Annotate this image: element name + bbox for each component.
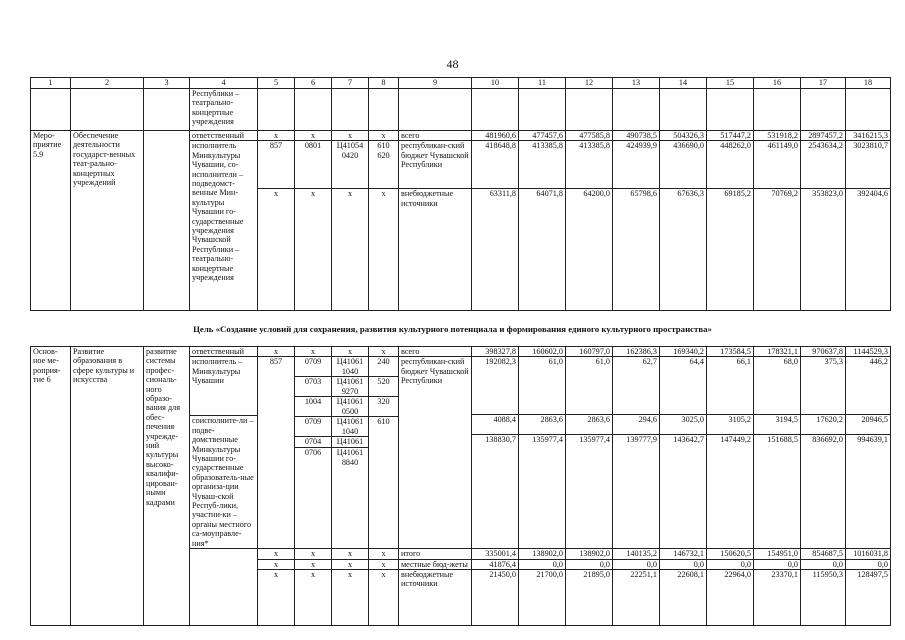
cell: x xyxy=(295,549,332,559)
value-cell: 392404,6 xyxy=(846,189,891,311)
table-row xyxy=(31,89,891,131)
cell: x xyxy=(295,559,332,569)
code: 0704 xyxy=(295,436,331,447)
code: 240 xyxy=(377,357,390,367)
cell: x xyxy=(295,347,332,357)
value-cell: 22964,0 xyxy=(707,569,754,625)
value-cell: 63311,8 xyxy=(472,189,519,311)
value-cell: 3105,2 xyxy=(707,414,753,434)
value-cell: 4088,4 xyxy=(472,414,518,434)
value-cell: 446,2 xyxy=(869,357,888,367)
code: 0709 xyxy=(295,416,331,436)
value-cell: 0,0 xyxy=(566,559,613,569)
value-cell: 67636,3 xyxy=(660,189,707,311)
cell: x xyxy=(258,559,295,569)
cell: x xyxy=(332,189,369,311)
value-stack xyxy=(754,357,801,549)
value-cell: 2863,6 xyxy=(566,414,612,434)
value-cell: 143642,7 xyxy=(660,434,706,444)
col-header: 11 xyxy=(519,78,566,89)
value-cell: 160797,0 xyxy=(566,347,613,357)
value-cell: 147449,2 xyxy=(707,434,753,444)
value-cell: 41876,4 xyxy=(472,559,519,569)
funding-source: итого xyxy=(399,549,472,559)
value-cell: 139777,9 xyxy=(613,434,659,444)
value-cell: 66,1 xyxy=(736,357,751,367)
column-number-header xyxy=(31,78,891,89)
value-cell: 2897457,2 xyxy=(801,131,846,141)
cell: x xyxy=(258,549,295,559)
code: 320 xyxy=(369,396,398,416)
col-header: 13 xyxy=(613,78,660,89)
cell: x xyxy=(332,559,369,569)
col-header: 16 xyxy=(754,78,801,89)
value-cell: 2863,6 xyxy=(519,414,565,434)
value-cell: 375,3 xyxy=(824,357,843,367)
executor-responsible: исполнитель – Минкультуры Чувашии xyxy=(192,357,243,386)
cell: x xyxy=(258,189,295,311)
value-cell: 3023810,7 xyxy=(846,141,891,189)
col-header: 5 xyxy=(258,78,295,89)
code: 0703 xyxy=(295,376,331,396)
col-header: 12 xyxy=(566,78,613,89)
col-header: 17 xyxy=(801,78,846,89)
value-cell: 21700,0 xyxy=(519,569,566,625)
value-cell: 69185,2 xyxy=(707,189,754,311)
executor-body: исполнитель Минкультуры Чувашии, со-исполнители – подведомст-венные Мин-культуры Чувашии го-сударственные учреждения Чувашской Республики – театрально-концертные учреждения xyxy=(190,141,258,311)
value-cell: 140135,2 xyxy=(613,549,660,559)
value-cell: 173584,5 xyxy=(707,347,754,357)
goal-heading: Цель «Создание условий для сохранения, развития культурного потенциала и формирования единого культурного пространства» xyxy=(193,324,712,334)
value-cell: 17620,2 xyxy=(801,414,845,434)
value-cell: 294,6 xyxy=(613,414,659,434)
value-cell: 531918,2 xyxy=(754,131,801,141)
value-cell: 970637,8 xyxy=(801,347,846,357)
expense-codes xyxy=(369,357,399,549)
value-cell: 398327,8 xyxy=(472,347,519,357)
funding-source: внебюджетные источники xyxy=(399,569,472,625)
value-cell: 1016031,8 xyxy=(846,549,891,559)
col-header: 10 xyxy=(472,78,519,89)
value-cell: 0,0 xyxy=(519,559,566,569)
value-stack xyxy=(707,357,754,549)
target-codes xyxy=(332,357,369,549)
value-cell: 20946,5 xyxy=(846,414,890,434)
value-cell: 169340,2 xyxy=(660,347,707,357)
value-cell: 70769,2 xyxy=(754,189,801,311)
value-cell: 490738,5 xyxy=(613,131,660,141)
value-cell: 23370,1 xyxy=(754,569,801,625)
cell: 610 620 xyxy=(369,141,399,189)
value-cell: 64,4 xyxy=(689,357,704,367)
value-cell: 477585,8 xyxy=(566,131,613,141)
col-header: 6 xyxy=(295,78,332,89)
cell: x xyxy=(332,549,369,559)
cell: x xyxy=(332,569,369,625)
col-header: 14 xyxy=(660,78,707,89)
value-stack xyxy=(846,357,891,549)
code: Ц41061 0500 xyxy=(332,396,368,416)
cell: x xyxy=(258,569,295,625)
col-header: 9 xyxy=(399,78,472,89)
value-cell: 413385,8 xyxy=(566,141,613,189)
value-cell: 335001,4 xyxy=(472,549,519,559)
cell: 857 xyxy=(258,141,295,189)
funding-source: республикан-ский бюджет Чувашской Республики xyxy=(399,357,472,549)
value-cell: 64200,0 xyxy=(566,189,613,311)
code: 0706 xyxy=(295,447,331,457)
executor-title: ответственный xyxy=(190,347,258,357)
value-cell: 994639,1 xyxy=(846,434,890,444)
value-cell: 138902,0 xyxy=(566,549,613,559)
value-cell: 481960,6 xyxy=(472,131,519,141)
budget-table-top xyxy=(30,77,891,311)
cell: x xyxy=(369,347,399,357)
table-row xyxy=(31,131,891,141)
value-cell: 3025,0 xyxy=(660,414,706,434)
value-cell: 192082,3 xyxy=(485,357,516,367)
cell: Ц41054 0420 xyxy=(332,141,369,189)
value-cell: 61,0 xyxy=(548,357,563,367)
code: 610 xyxy=(369,416,398,426)
cell: x xyxy=(258,347,295,357)
code: 1004 xyxy=(295,396,331,416)
value-cell: 424939,9 xyxy=(613,141,660,189)
cell: x xyxy=(295,189,332,311)
value-cell: 461149,0 xyxy=(754,141,801,189)
value-cell: 22251,1 xyxy=(613,569,660,625)
code: Ц41061 1040 xyxy=(336,357,364,376)
event-label: Меро-приятие 5.9 xyxy=(31,131,71,311)
col-header: 8 xyxy=(369,78,399,89)
event-description: Обеспечение деятельности государст-венных теат-рально-концертных учреждений xyxy=(71,131,144,311)
value-cell: 854687,5 xyxy=(801,549,846,559)
code: Ц41061 xyxy=(332,436,368,447)
value-cell: 160602,0 xyxy=(519,347,566,357)
goal-description: развитие системы профес-сиональ-ного образо-вания для обес-печения учрежде-ний культуры высоко-квалифи-цирован-ными кадрами xyxy=(144,347,190,626)
value-stack xyxy=(472,357,519,549)
funding-source: всего xyxy=(399,347,472,357)
value-cell: 68,0 xyxy=(783,357,798,367)
value-cell: 154951,0 xyxy=(754,549,801,559)
main-event-label: Основ-ное ме-роприя-тие 6 xyxy=(31,347,71,626)
cell: x xyxy=(369,549,399,559)
budget-table-bottom xyxy=(30,346,891,626)
value-cell: 151688,5 xyxy=(754,434,800,444)
cell: x xyxy=(295,131,332,141)
funding-source: всего xyxy=(399,131,472,141)
value-cell: 0,0 xyxy=(707,559,754,569)
value-stack xyxy=(660,357,707,549)
value-cell: 135977,4 xyxy=(566,434,612,444)
code: Ц41061 9270 xyxy=(332,376,368,396)
col-header: 1 xyxy=(31,78,71,89)
col-header: 18 xyxy=(846,78,891,89)
executor-title: ответственный xyxy=(190,131,258,141)
value-cell: 3416215,3 xyxy=(846,131,891,141)
value-stack xyxy=(613,357,660,549)
value-cell: 2543634,2 xyxy=(801,141,846,189)
value-cell: 62,7 xyxy=(642,357,657,367)
code: 0709 xyxy=(304,357,322,367)
cell: 857 xyxy=(258,357,295,549)
col-header: 15 xyxy=(707,78,754,89)
code: 520 xyxy=(369,376,398,396)
value-cell: 22608,1 xyxy=(660,569,707,625)
funding-source: республикан-ский бюджет Чувашской Республики xyxy=(399,141,472,189)
cell: 0801 xyxy=(295,141,332,189)
cell: x xyxy=(332,347,369,357)
code: Ц41061 8840 xyxy=(332,447,368,467)
value-cell: 448262,0 xyxy=(707,141,754,189)
value-cell: 61,0 xyxy=(595,357,610,367)
value-cell: 0,0 xyxy=(754,559,801,569)
value-cell: 64071,8 xyxy=(519,189,566,311)
executor-cell xyxy=(190,357,258,549)
value-cell: 0,0 xyxy=(613,559,660,569)
value-cell: 353823,0 xyxy=(801,189,846,311)
main-event-description: Развитие образования в сфере культуры и искусства xyxy=(71,347,144,626)
value-cell: 146732,1 xyxy=(660,549,707,559)
value-cell: 21450,0 xyxy=(472,569,519,625)
code: Ц41061 1040 xyxy=(332,416,368,436)
value-cell: 436690,0 xyxy=(660,141,707,189)
col-header: 2 xyxy=(71,78,144,89)
value-cell: 836692,0 xyxy=(801,434,845,444)
value-cell: 0,0 xyxy=(660,559,707,569)
value-cell: 0,0 xyxy=(801,559,846,569)
value-cell: 1144529,3 xyxy=(846,347,891,357)
cell: x xyxy=(295,569,332,625)
value-cell: 418648,8 xyxy=(472,141,519,189)
cell: x xyxy=(258,131,295,141)
funding-source: местные бюд-жеты xyxy=(399,559,472,569)
value-cell: 135977,4 xyxy=(519,434,565,444)
value-cell: 138902,0 xyxy=(519,549,566,559)
value-cell: 128497,5 xyxy=(846,569,891,625)
value-cell: 65798,6 xyxy=(613,189,660,311)
value-cell: 413385,8 xyxy=(519,141,566,189)
section-codes xyxy=(295,357,332,549)
funding-source: внебюджетные источники xyxy=(399,189,472,311)
value-cell: 178321,1 xyxy=(754,347,801,357)
value-cell: 504326,3 xyxy=(660,131,707,141)
cell: x xyxy=(369,189,399,311)
value-cell: 517447,2 xyxy=(707,131,754,141)
value-cell: 162386,3 xyxy=(613,347,660,357)
value-cell: 21895,0 xyxy=(566,569,613,625)
col-header: 7 xyxy=(332,78,369,89)
value-cell: 138830,7 xyxy=(472,434,518,444)
cell: x xyxy=(369,559,399,569)
page-number: 48 xyxy=(446,57,459,71)
col-header: 4 xyxy=(190,78,258,89)
value-cell: 150620,5 xyxy=(707,549,754,559)
value-cell: 3194,5 xyxy=(754,414,800,434)
value-stack xyxy=(801,357,846,549)
co-executors: соисполните-ли – подве-домственные Минкультуры Чувашии го-сударственные образователь-ные организа-ции Чуваш-ской Респуб-лики, участни-ки – органы местного са-моуправле-ния* xyxy=(190,415,257,548)
value-cell: 477457,6 xyxy=(519,131,566,141)
cell: x xyxy=(332,131,369,141)
value-cell: 0,0 xyxy=(846,559,891,569)
col-header: 3 xyxy=(144,78,190,89)
value-cell: 115950,3 xyxy=(801,569,846,625)
continued-executor-text: Республики – театрально-концертные учреждения xyxy=(190,89,258,131)
table-row xyxy=(31,347,891,357)
value-stack xyxy=(566,357,613,549)
cell: x xyxy=(369,131,399,141)
cell: x xyxy=(369,569,399,625)
value-stack xyxy=(519,357,566,549)
